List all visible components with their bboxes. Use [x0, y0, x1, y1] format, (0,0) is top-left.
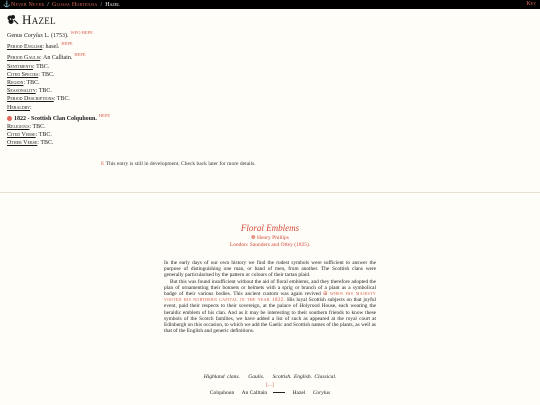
heraldry-value: :: [30, 104, 32, 111]
bookmark-icon: ⊞: [323, 291, 330, 298]
genus-authority: L. (1753).: [42, 33, 69, 39]
sentiments-label[interactable]: Sentiments: [7, 63, 34, 70]
region-field: [7, 79, 307, 87]
religious-value: : TBC.: [29, 124, 46, 131]
clan-table-header: [0, 374, 540, 380]
other-verse-label[interactable]: Other Verse: [7, 140, 38, 147]
cited-verse-label[interactable]: Cited Verse: [7, 132, 36, 139]
author-line: [0, 235, 540, 241]
row-clan: Colquhoun: [209, 390, 235, 396]
excerpt-paragraph: [164, 279, 376, 335]
region-value: : TBC.: [23, 80, 40, 87]
author-link[interactable]: Henry Phillips: [257, 235, 289, 241]
heraldry-field: [7, 104, 307, 112]
period-gaulis-label[interactable]: Period Gaulis: [7, 55, 41, 62]
seasonality-field: [7, 87, 307, 95]
entry-header: [7, 13, 307, 27]
breadcrumb-current: Hazel: [105, 1, 120, 8]
rosette-icon: [7, 116, 12, 121]
row-english: Hazel: [292, 390, 306, 396]
region-label[interactable]: Region: [7, 80, 24, 87]
period-gaulis-source-link[interactable]: HEPE: [74, 52, 86, 58]
omitted-rows-marker: [...]: [266, 382, 274, 388]
flower-icon: [7, 15, 19, 25]
cited-species-field: [7, 71, 307, 79]
genus-line: [7, 29, 307, 40]
publisher-line: London: Saunders and Otley (1825).: [229, 242, 311, 248]
plant-entry: [7, 13, 307, 148]
breadcrumb-separator: /: [100, 1, 103, 8]
religious-field: [7, 123, 307, 131]
info-icon: ß: [101, 161, 104, 167]
period-descriptions-label[interactable]: Period Descriptions: [7, 96, 54, 103]
breadcrumb-separator: /: [47, 1, 49, 8]
excerpt-text: But this was found insufficient without the aid of floral emblems, and they therefore adopted the plan of ornamenting their bonnets or helmets with a sprig or branch of a plant as a symbolical badge of their various bodies. This ancient custom was again revived: [164, 278, 376, 298]
genus-name: Corylus: [23, 33, 43, 39]
rosette-icon: ❁: [251, 235, 258, 241]
table-row: [0, 390, 540, 396]
heraldry-item: [7, 112, 307, 123]
development-notice: [101, 161, 256, 167]
floral-emblems-heading: Floral Emblems: [240, 223, 300, 233]
period-gaulis-field: [7, 51, 307, 62]
row-gaulis: An Calltain: [241, 390, 268, 396]
royal-visit-link[interactable]: when his majesty visited his northern capital in the year 1822.: [164, 291, 376, 304]
site-logo-icon[interactable]: ⚓: [3, 1, 11, 8]
period-english-value: : hasel.: [42, 44, 60, 51]
sentiments-value: : TBC.: [33, 63, 50, 70]
seasonality-value: : TBC.: [35, 88, 52, 95]
cited-verse-field: [7, 131, 307, 139]
period-english-label[interactable]: Period English: [7, 44, 43, 51]
genus-prefix: Genus: [7, 33, 24, 39]
breadcrumb-never-never[interactable]: Never Never: [11, 1, 45, 8]
column-header-gaulis: Gaulis.: [248, 374, 265, 380]
religious-label[interactable]: Religious: [7, 124, 30, 131]
period-english-source-link[interactable]: HEPE: [61, 41, 73, 47]
cited-species-label[interactable]: Cited Species: [7, 71, 39, 78]
cited-species-value: : TBC.: [38, 71, 55, 78]
period-descriptions-field: [7, 95, 307, 103]
sentiments-field: [7, 63, 307, 71]
other-verse-value: : TBC.: [37, 140, 54, 147]
column-header-names: Scottish. English. Classical.: [272, 374, 337, 380]
emblems-excerpt: [164, 260, 376, 334]
clan-table: [0, 374, 540, 396]
row-dash: [273, 392, 285, 393]
excerpt-paragraph: In the early days of our own history we find the rudest symbols were sufficient to answer the purpose of distinguishing one man, or band of men, from another. The Scottish clans were generally particularised by the pattern or colours of their tartan plaid.: [164, 260, 376, 279]
top-navigation-bar: [0, 0, 540, 9]
floral-emblems-header: [0, 223, 540, 248]
heraldry-source-link[interactable]: HEPE: [98, 112, 111, 118]
key-link[interactable]: Key: [526, 1, 536, 7]
column-header-clans: Highland clans.: [203, 374, 240, 380]
development-notice-text: This entry is still in development. Check back later for more details.: [105, 161, 256, 167]
row-classical: Corylus: [312, 390, 331, 396]
breadcrumb-glossa-hortensia[interactable]: Glossa Hortensia: [51, 1, 98, 8]
heraldry-label[interactable]: Heraldry: [7, 104, 31, 111]
entry-title: Hazel: [22, 11, 56, 27]
section-divider: [0, 192, 540, 193]
period-gaulis-value: : An Calltain.: [40, 55, 73, 62]
period-descriptions-value: : TBC.: [53, 96, 70, 103]
genus-sources-link[interactable]: WFO HEPE: [70, 30, 93, 35]
period-english-field: [7, 40, 307, 51]
heraldry-item-text: 1822 - Scottish Clan Colquhoun.: [14, 115, 97, 122]
excerpt-text: His loyal Scottish subjects on that joyful event, paid their respects to their sovereign, at the palace of Holyrood House, each wearing the heraldic emblem of his clan. And as it may be interesting to their southern friends to know these symbols of the Scotch families, we have added a list of such as appeared at the royal court at Edinburgh on this occasion, to which we add the Gaelic and Scottish names of the plants, as well as that of the English and generic definitions.: [164, 297, 376, 335]
cited-verse-value: : TBC.: [35, 132, 52, 139]
seasonality-label[interactable]: Seasonality: [7, 88, 36, 95]
other-verse-field: [7, 139, 307, 147]
